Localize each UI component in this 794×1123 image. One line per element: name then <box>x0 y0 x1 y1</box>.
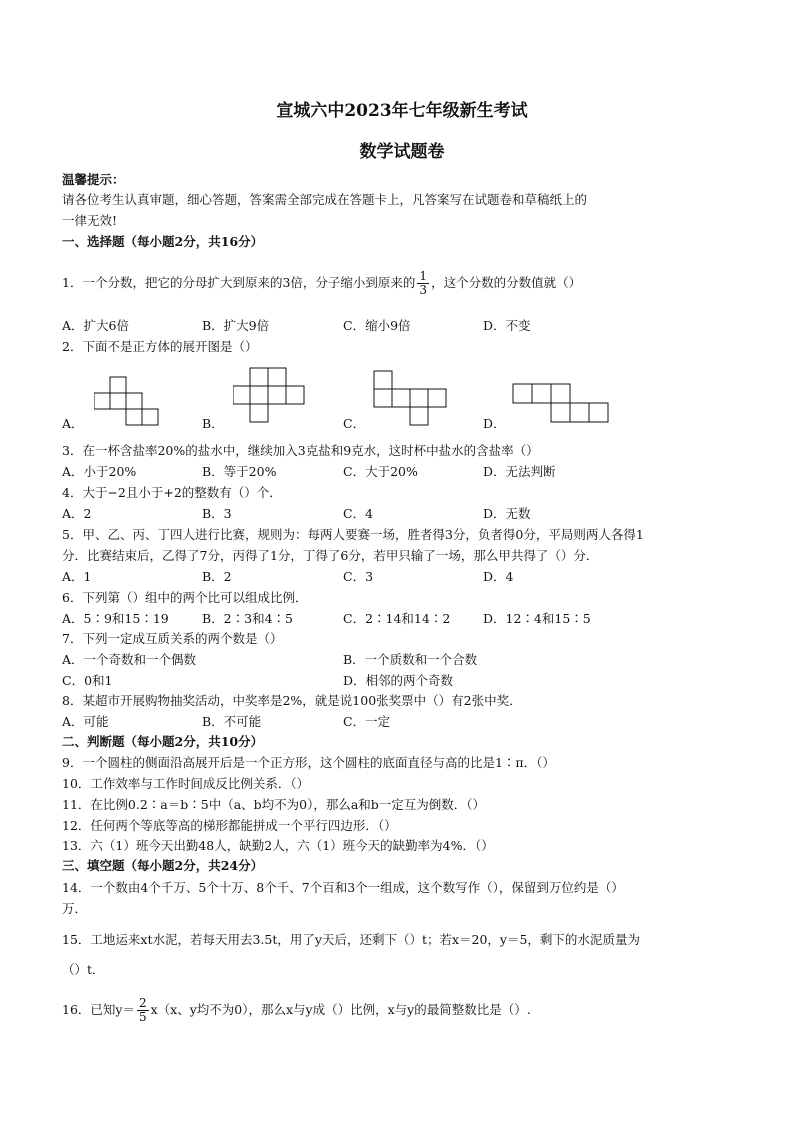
option-b: B．一个质数和一个合数 <box>343 652 478 667</box>
section-fill-heading: 三、填空题（每小题2分，共24分） <box>62 858 264 873</box>
cube-net-d <box>512 383 610 427</box>
question-3: 3．在一杯含盐率20%的盐水中，继续加入3克盐和9克水，这时杯中盐水的含盐率（） <box>62 443 539 458</box>
option-d: D．12∶4和15∶5 <box>483 611 591 626</box>
option-a: A．2 <box>62 506 92 521</box>
question-11: 11．在比例0.2∶a＝b∶5中（a、b均不为0），那么a和b一定互为倒数．（） <box>62 797 486 812</box>
cube-net-b <box>233 367 307 427</box>
option-c: C．4 <box>343 506 374 521</box>
exam-title: 宣城六中2023年七年级新生考试 <box>276 101 528 121</box>
question-8: 8．某超市开展购物抽奖活动，中奖率是2%，就是说100张奖票中（）有2张中奖． <box>62 693 522 708</box>
cube-net-c <box>372 370 448 428</box>
question-6: 6．下列第（）组中的两个比可以组成比例． <box>62 590 308 605</box>
option-a: A． <box>62 416 84 431</box>
option-b: B．2 <box>202 569 232 584</box>
fraction <box>137 997 149 1024</box>
option-c: C．3 <box>343 569 374 584</box>
option-a: A．扩大6倍 <box>62 318 129 333</box>
question-text: 1．一个分数，把它的分母扩大到原来的3倍，分子缩小到原来的 <box>62 275 416 290</box>
option-b: B．2∶3和4∶5 <box>202 611 293 626</box>
question-15: 15．工地运来xt水泥，若每天用去3.5t，用了y天后，还剩下（）t；若x＝20，y＝5，剩下的水泥质量为 <box>62 932 640 947</box>
question-16 <box>62 997 531 1024</box>
question-5: 5．甲、乙、丙、丁四人进行比赛，规则为：每两人要赛一场，胜者得3分，负者得0分，平局则两人各得1 <box>62 527 644 542</box>
question-text: 16．已知y＝ <box>62 1002 135 1017</box>
option-c: C．2∶14和14∶2 <box>343 611 451 626</box>
option-c: C． <box>343 416 366 431</box>
option-c: C．0和1 <box>62 673 113 688</box>
fraction-numerator: 1 <box>419 269 428 283</box>
option-b: B．扩大9倍 <box>202 318 270 333</box>
option-d: D． <box>483 416 506 431</box>
question-7: 7．下列一定成互质关系的两个数是（） <box>62 631 283 646</box>
question-15-cont: （）t． <box>62 962 105 977</box>
fraction-denominator: 5 <box>138 1010 147 1024</box>
question-14-cont: 万． <box>62 901 88 916</box>
section-judge-heading: 二、判断题（每小题2分，共10分） <box>62 734 264 749</box>
question-4: 4．大于−2且小于+2的整数有（）个． <box>62 485 282 500</box>
question-12: 12．任何两个等底等高的梯形都能拼成一个平行四边形．（） <box>62 818 397 833</box>
notice-line: 请各位考生认真审题，细心答题，答案需全部完成在答题卡上，凡答案写在试题卷和草稿纸上的 <box>62 192 588 207</box>
notice-label: 温馨提示： <box>62 172 125 187</box>
question-text: x（x、y均不为0），那么x与y成（）比例，x与y的最简整数比是（）. <box>150 1002 531 1017</box>
option-d: D．无数 <box>483 506 531 521</box>
question-9: 9．一个圆柱的侧面沿高展开后是一个正方形，这个圆柱的底面直径与高的比是1∶π．（） <box>62 755 555 770</box>
fraction <box>417 270 429 297</box>
option-c: C．一定 <box>343 714 391 729</box>
question-text: ，这个分数的分数值就（） <box>431 275 582 290</box>
option-b: B．3 <box>202 506 232 521</box>
question-1 <box>62 270 581 297</box>
option-d: D．4 <box>483 569 514 584</box>
option-b: B． <box>202 416 224 431</box>
fraction-denominator: 3 <box>419 283 428 297</box>
option-c: C．大于20% <box>343 464 418 479</box>
section-choice-heading: 一、选择题（每小题2分，共16分） <box>62 234 264 249</box>
option-d: D．相邻的两个奇数 <box>343 673 454 688</box>
option-d: D．不变 <box>483 318 531 333</box>
cube-net-a <box>94 376 164 428</box>
question-2: 2．下面不是正方体的展开图是（） <box>62 339 258 354</box>
option-b: B．等于20% <box>202 464 277 479</box>
option-c: C．缩小9倍 <box>343 318 411 333</box>
question-14: 14．一个数由4个千万、5个十万、8个千、7个百和3个一组成，这个数写作（），保留到万位约是（） <box>62 880 624 895</box>
option-a: A．5∶9和15∶19 <box>62 611 169 626</box>
fraction-numerator: 2 <box>138 996 147 1010</box>
option-a: A．1 <box>62 569 92 584</box>
question-10: 10．工作效率与工作时间成反比例关系．（） <box>62 776 310 791</box>
option-a: A．小于20% <box>62 464 137 479</box>
option-a: A．可能 <box>62 714 109 729</box>
question-13: 13．六（1）班今天出勤48人，缺勤2人，六（1）班今天的缺勤率为4%．（） <box>62 838 494 853</box>
question-5-cont: 分．比赛结束后，乙得了7分，丙得了1分，丁得了6分，若甲只输了一场，那么甲共得了（）分． <box>62 548 599 563</box>
option-a: A．一个奇数和一个偶数 <box>62 652 197 667</box>
notice-line: 一律无效! <box>62 213 118 228</box>
option-d: D．无法判断 <box>483 464 556 479</box>
option-b: B．不可能 <box>202 714 262 729</box>
exam-subtitle: 数学试题卷 <box>359 142 445 162</box>
